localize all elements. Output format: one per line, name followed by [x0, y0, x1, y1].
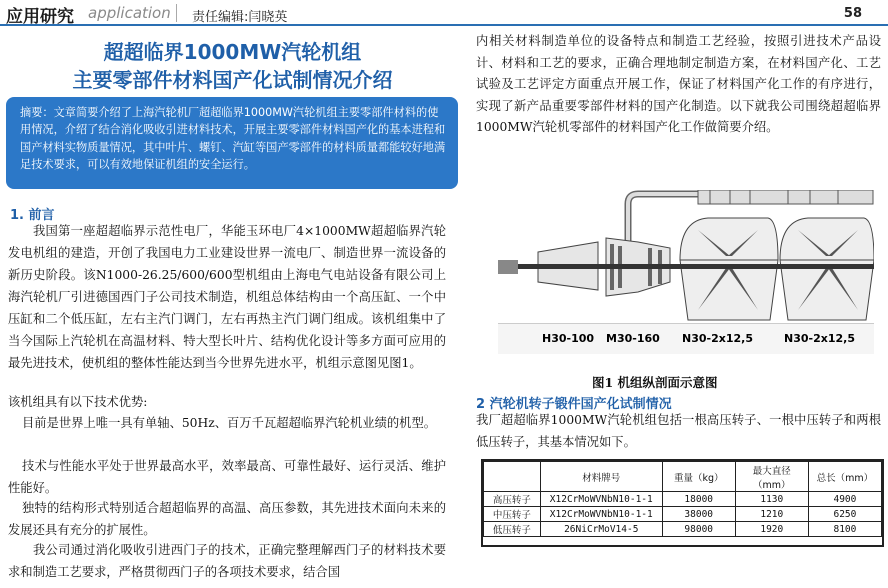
article-title-line1: 超超临界1000MW汽轮机组: [103, 40, 362, 64]
section1-paragraph6: 我公司通过消化吸收引进西门子的技术，正确完整理解西门子的材料技术要求和制造工艺要求，严格贯彻西门子的各项技术要求，结合国: [8, 543, 446, 579]
table-header-cell: 最大直径（mm）: [735, 462, 808, 492]
section1-paragraph3: 目前是世界上唯一具有单轴、50Hz、百万千瓦超超临界汽轮机业绩的机型。: [22, 416, 437, 430]
table-cell: 38000: [662, 507, 735, 522]
table-cell: 高压转子: [484, 492, 541, 507]
table-row: [484, 522, 882, 537]
turbine-section-figure: [498, 190, 874, 362]
figure-label-ip: M30-160: [606, 332, 660, 345]
section1-title: 1. 前言: [10, 208, 55, 223]
table-header-cell: 重量（kg）: [662, 462, 735, 492]
header-divider: [176, 4, 177, 22]
table-row: [484, 507, 882, 522]
table-cell: 4900: [808, 492, 881, 507]
section2-title: 2 汽轮机转子锻件国产化试制情况: [476, 397, 672, 412]
table-cell: X12CrMoWVNbN10-1-1: [540, 507, 662, 522]
section2-paragraph1: 我厂超超临界1000MW汽轮机组包括一根高压转子、一根中压转子和两根低压转子，其基本情况如下。: [476, 413, 881, 449]
table-header-cell: 总长（mm）: [808, 462, 881, 492]
table-header-cell: 材料牌号: [540, 462, 662, 492]
table-cell: 1920: [735, 522, 808, 537]
editor-credit: 责任编辑:闫晓英: [192, 10, 288, 25]
section1-paragraph2: 该机组具有以下技术优势:: [8, 395, 148, 409]
figure-label-lp1: N30-2x12,5: [682, 332, 753, 345]
table-row: [484, 492, 882, 507]
section1-paragraph4: 技术与性能水平处于世界最高水平，效率最高、可靠性最好、运行灵活、维护性能好。: [8, 459, 446, 495]
article-title-line2: 主要零部件材料国产化试制情况介绍: [72, 68, 393, 92]
table-cell: 26NiCrMoV14-5: [540, 522, 662, 537]
table-cell: 18000: [662, 492, 735, 507]
table-cell: X12CrMoWVNbN10-1-1: [540, 492, 662, 507]
journal-section-brand: 应用研究: [6, 7, 74, 27]
table-cell: 中压转子: [484, 507, 541, 522]
table-cell: 1210: [735, 507, 808, 522]
page-header: [0, 0, 888, 26]
table-cell: 8100: [808, 522, 881, 537]
page-number: 58: [843, 6, 862, 21]
figure1-caption: 图1 机组纵剖面示意图: [592, 375, 718, 390]
rotor-forging-table: [483, 461, 882, 537]
section1-paragraph1: 我国第一座超超临界示范性电厂，华能玉环电厂4×1000MW超超临界汽轮发电机组的建造，开创了我国电力工业建设世界一流电厂、制造世界一流设备的新历史阶段。该N1000-26.25/600/600型机组由上海电气电站设备有限公司上海汽轮机厂引进德国西门子公司技术制造，机组总体结构由一个高压缸、一个中压缸和二个低压缸，左右主汽门调门，左右再热主汽门调门组成。该机组集中了当今国际上汽轮机在高温材料、特大型长叶片、结构优化设计等多方面可应用的最先进技术，使机组的整体性能达到当今世界先进水平，机组示意图见图1。: [8, 224, 446, 370]
table-cell: 98000: [662, 522, 735, 537]
table-cell: 6250: [808, 507, 881, 522]
abstract-box: 摘要：文章简要介绍了上海汽轮机厂超超临界1000MW汽轮机组主要零部件材料的使用情况，介绍了结合消化吸收引进材料技术，开展主要零部件材料国产化的基本进程和国产材料实物质量情况，其中叶片、螺钉、汽缸等国产零部件的材料质量都能较好地满足技术要求，可以有效地保证机组的安全运行。: [6, 97, 458, 189]
table-header-cell: [484, 462, 541, 492]
table-cell: 1130: [735, 492, 808, 507]
right-column-paragraph: 内相关材料制造单位的设备特点和制造工艺经验，按照引进技术产品设计、材料和工艺的要求，正确合理地制定制造方案，在材料国产化、工艺试验及工艺评定方面重点开展工作，保证了材料国产化工作的有序进行，实现了新产品重要零部件材料的国产化制造。以下就我公司围绕超超临界1000MW汽轮机零部件的材料国产化工作做简要介绍。: [476, 34, 881, 134]
figure-label-lp2: N30-2x12,5: [784, 332, 855, 345]
section1-paragraph5: 独特的结构形式特别适合超超临界的高温、高压参数，其先进技术面向未来的发展还具有充分的扩展性。: [8, 501, 446, 537]
figure-label-hp: H30-100: [542, 332, 595, 345]
table-header-row: [484, 462, 882, 492]
journal-section-brand-en: application: [88, 4, 171, 22]
table-cell: 低压转子: [484, 522, 541, 537]
